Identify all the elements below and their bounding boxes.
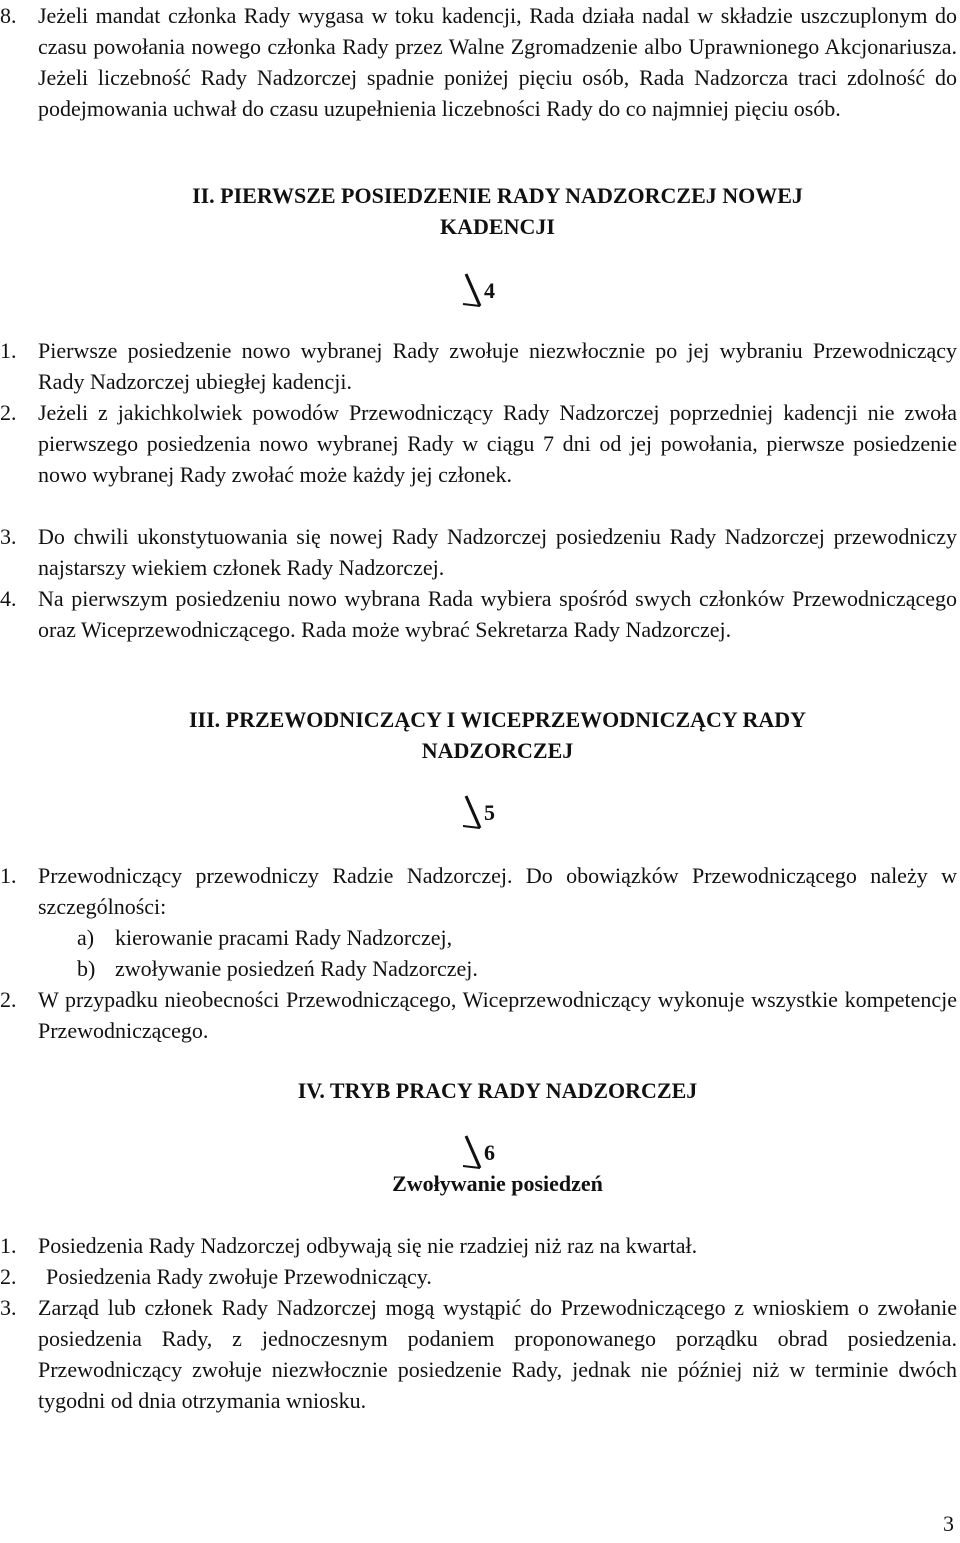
list-item — [0, 1230, 957, 1261]
item-text: Do chwili ukonstytuowania się nowej Rady Nadzorczej posiedzeniu Rady Nadzorczej przewodniczy najstarszy wiekiem członek Rady Nadzorczej. — [38, 524, 957, 580]
item-number: 3. — [0, 1295, 17, 1320]
section-subtitle: Zwoływanie posiedzeń — [392, 1171, 603, 1196]
item-text: Pierwsze posiedzenie nowo wybranej Rady zwołuje niezwłocznie po jej wybraniu Przewodniczący Rady Nadzorczej ubiegłej kadencji. — [38, 338, 957, 394]
list-item — [0, 335, 957, 397]
list-item — [0, 1292, 957, 1416]
chapter-heading-line: IV. TRYB PRACY RADY NADZORCZEJ — [297, 1078, 698, 1103]
item-number: 2. — [0, 1264, 17, 1289]
item-text: Na pierwszym posiedzeniu nowo wybrana Rada wybiera spośród swych członków Przewodniczącego oraz Wiceprzewodniczącego. Rada może wybrać Sekretarza Rady Nadzorczej. — [38, 586, 957, 642]
chapter-heading-line: III. PRZEWODNICZĄCY I WICEPRZEWODNICZĄCY RADY — [188, 707, 807, 732]
section-mark-5 — [462, 792, 522, 832]
section-sign-icon — [462, 1134, 484, 1170]
section-mark-4 — [462, 270, 522, 310]
page-number: 3 — [943, 1511, 954, 1536]
item-number: 4. — [0, 586, 17, 611]
item-text: W przypadku nieobecności Przewodniczącego, Wiceprzewodniczący wykonuje wszystkie kompetencje Przewodniczącego. — [38, 987, 957, 1043]
section-number: 4 — [484, 278, 495, 303]
sub-item-label: a) — [77, 925, 95, 950]
chapter-heading-line: KADENCJI — [440, 214, 555, 239]
item-text: Zarząd lub członek Rady Nadzorczej mogą wystąpić do Przewodniczącego z wnioskiem o zwołanie posiedzenia Rady, z jednoczesnym podaniem proponowanego porządku obrad posiedzenia. Przewodniczący zwołuje niezwłocznie posiedzenie Rady, jednak nie później niż w terminie dwóch tygodni od dnia otrzymania wniosku. — [38, 1295, 957, 1413]
chapter-heading-line: II. PIERWSZE POSIEDZENIE RADY NADZORCZEJ NOWEJ — [192, 183, 803, 208]
sub-item-label: b) — [77, 956, 96, 981]
list-item — [0, 984, 957, 1046]
chapter-heading-4 — [38, 1075, 957, 1106]
sub-list-item — [77, 922, 677, 953]
item-number: 2. — [0, 987, 17, 1012]
section-number: 5 — [484, 800, 495, 825]
chapter-heading-line: NADZORCZEJ — [421, 738, 574, 763]
item-number: 3. — [0, 524, 17, 549]
item-number: 1. — [0, 338, 17, 363]
list-item — [0, 860, 957, 922]
item-text: Posiedzenia Rady Nadzorczej odbywają się nie rzadziej niż raz na kwartał. — [38, 1233, 698, 1258]
paragraph-text: Jeżeli mandat członka Rady wygasa w toku kadencji, Rada działa nadal w składzie uszczuplonym do czasu powołania nowego członka Rady przez Walne Zgromadzenie albo Uprawnionego Akcjonariusza. Jeżeli liczebność Rady Nadzorczej spadnie poniżej pięciu osób, Rada Nadzorcza traci zdolność do podejmowania uchwał do czasu uzupełnienia liczebności Rady do co najmniej pięciu osób. — [38, 3, 957, 121]
list-item — [0, 521, 957, 583]
chapter-heading-2 — [38, 180, 957, 242]
sub-list-item — [77, 953, 677, 984]
list-item — [0, 397, 957, 490]
sub-item-text: kierowanie pracami Rady Nadzorczej, — [115, 925, 453, 950]
item-number: 1. — [0, 863, 17, 888]
item-text: Jeżeli z jakichkolwiek powodów Przewodniczący Rady Nadzorczej poprzedniej kadencji nie zwoła pierwszego posiedzenia nowo wybranej Rady w ciągu 7 dni od jej powołania, pierwsze posiedzenie nowo wybranej Rady zwołać może każdy jej członek. — [38, 400, 957, 487]
list-item — [0, 583, 957, 645]
item-text: Posiedzenia Rady zwołuje Przewodniczący. — [46, 1264, 432, 1289]
chapter-heading-3 — [38, 704, 957, 766]
paragraph-8 — [0, 0, 957, 124]
item-number: 1. — [0, 1233, 17, 1258]
section-number: 6 — [484, 1140, 495, 1165]
section-sign-icon — [462, 794, 484, 830]
paragraph-number: 8. — [0, 3, 17, 28]
item-text: Przewodniczący przewodniczy Radzie Nadzorczej. Do obowiązków Przewodniczącego należy w szczególności: — [38, 863, 957, 919]
section-sign-icon — [462, 272, 484, 308]
sub-item-text: zwoływanie posiedzeń Rady Nadzorczej. — [115, 956, 478, 981]
item-number: 2. — [0, 400, 17, 425]
section-mark-6 — [462, 1132, 522, 1172]
list-item — [0, 1261, 957, 1292]
